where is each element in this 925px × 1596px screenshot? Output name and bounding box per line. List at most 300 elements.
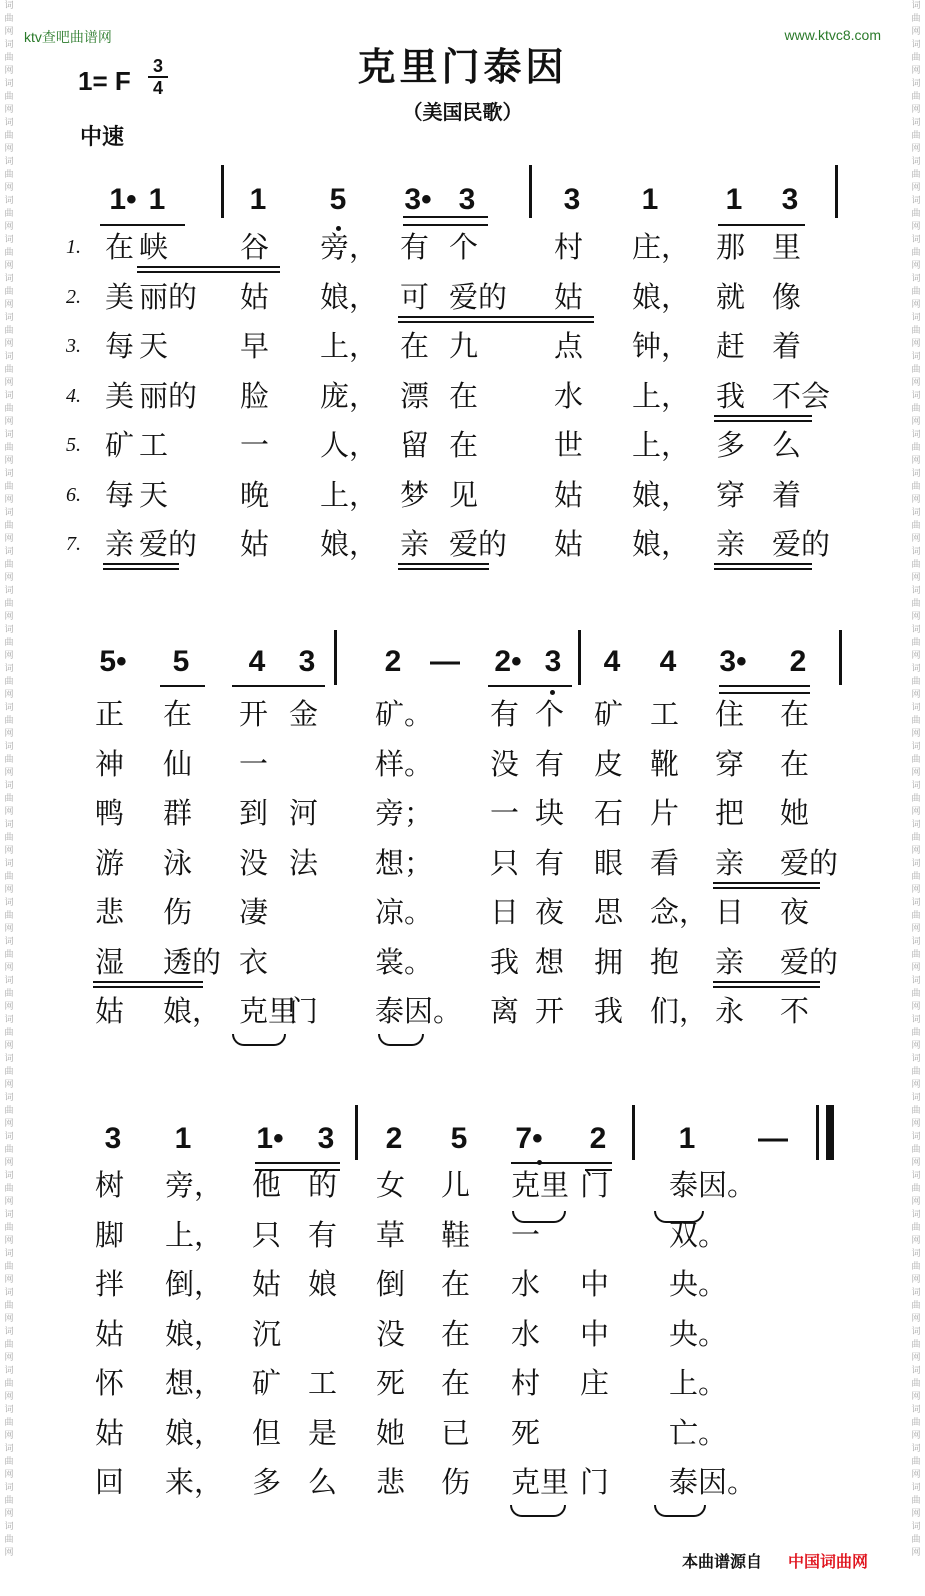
lyric-syllable: 把 [715, 796, 745, 830]
lyric-underline [714, 563, 812, 565]
lyric-underline [714, 568, 812, 570]
lyric-syllable: 庞， [320, 378, 379, 413]
lyric-syllable: 矿。 [375, 697, 434, 731]
lyric-syllable: 梦 [400, 477, 430, 512]
barline [221, 165, 224, 218]
lyric-syllable: 在 [449, 428, 479, 462]
slur [510, 1505, 566, 1517]
lyric-syllable: 中 [580, 1316, 610, 1351]
lyric-syllable: 亲 [716, 527, 746, 561]
slur [654, 1505, 706, 1517]
lyric-syllable: 皮 [594, 746, 624, 781]
lyric-syllable: 每 [105, 329, 135, 363]
jianpu-note: 2 [384, 645, 402, 678]
lyric-syllable: 的 [308, 1168, 338, 1202]
lyric-syllable: 永 [715, 994, 745, 1028]
lyric-syllable: 有 [535, 746, 565, 781]
lyric-syllable: 就 [716, 279, 746, 314]
jianpu-note: 1 [249, 183, 267, 216]
lyric-syllable: 丽的 [139, 378, 198, 413]
lyric-syllable: 旁， [165, 1168, 224, 1202]
lyric-syllable: 死 [511, 1415, 541, 1450]
barline [578, 630, 581, 685]
lyric-syllable: 亡。 [669, 1415, 728, 1450]
lyric-syllable: 美 [105, 279, 135, 314]
lyric-syllable: 娘， [165, 1316, 224, 1351]
lyric-syllable: 娘， [632, 279, 691, 314]
jianpu-note: 4 [248, 645, 266, 678]
lyric-syllable: 亲 [400, 527, 430, 561]
lyric-syllable: 克里 [511, 1168, 570, 1202]
lyric-syllable: 怀 [95, 1366, 125, 1400]
lyric-syllable: 穿 [716, 477, 746, 512]
rhythm-underline [719, 685, 810, 687]
slur [232, 1034, 286, 1046]
octave-dot [550, 690, 555, 695]
site-logo-left[interactable]: ktv查吧曲谱网 [24, 29, 112, 45]
lyric-syllable: 伤 [441, 1465, 471, 1499]
verse-number: 1. [66, 236, 81, 258]
lyric-syllable: 到 [239, 796, 269, 830]
lyric-syllable: 工 [650, 697, 680, 731]
lyric-syllable: 穿 [715, 746, 745, 781]
lyric-syllable: 日 [715, 895, 745, 929]
jianpu-note: 5• [99, 645, 127, 678]
lyric-syllable: 娘， [165, 1415, 224, 1450]
lyric-syllable: 世 [554, 428, 584, 462]
lyric-syllable: 脚 [95, 1217, 125, 1252]
lyric-underline [137, 271, 280, 273]
lyric-syllable: 中 [580, 1267, 610, 1301]
lyric-syllable: 有 [535, 845, 565, 880]
lyric-syllable: 没 [490, 746, 520, 781]
time-signature-top: 3 [152, 56, 163, 76]
lyric-underline [137, 266, 280, 268]
slur [512, 1211, 566, 1223]
lyric-syllable: 矿 [105, 428, 135, 462]
lyric-syllable: 水 [511, 1267, 541, 1301]
lyric-syllable: 着 [772, 477, 802, 512]
lyric-syllable: 娘， [320, 527, 379, 561]
lyric-syllable: 眼 [594, 845, 624, 880]
lyric-syllable: 爱的 [772, 527, 831, 561]
lyric-syllable: 我 [594, 994, 624, 1028]
lyric-syllable: 工 [308, 1366, 338, 1400]
lyric-syllable: 在 [441, 1316, 471, 1351]
lyric-syllable: 丽的 [139, 279, 198, 314]
lyric-syllable: 谷 [240, 230, 270, 264]
source-site[interactable]: 中国词曲网 [788, 1552, 869, 1571]
lyric-syllable: 娘， [632, 477, 691, 512]
lyric-syllable: 旁， [320, 230, 379, 264]
jianpu-note: 3 [544, 645, 562, 678]
lyric-syllable: 拌 [95, 1267, 125, 1301]
lyric-syllable: 只 [252, 1217, 282, 1252]
time-signature-bottom: 4 [152, 78, 163, 98]
lyric-syllable: 在 [163, 697, 193, 731]
rhythm-underline [718, 224, 805, 226]
song-title: 克里门泰因 [357, 44, 568, 89]
lyric-underline [714, 415, 812, 417]
lyric-syllable: 爱的 [449, 279, 508, 314]
jianpu-note: 1• [256, 1122, 284, 1155]
lyric-syllable: 央。 [669, 1316, 728, 1351]
lyric-syllable: 里 [772, 230, 802, 264]
lyric-syllable: 凄 [239, 895, 269, 929]
lyric-syllable: 一 [239, 746, 269, 781]
verse-number: 5. [66, 434, 81, 456]
jianpu-note: — [758, 1122, 788, 1155]
rhythm-underline [255, 1162, 340, 1164]
lyric-syllable: 河 [289, 796, 319, 830]
key-signature: 1= F [78, 66, 131, 96]
lyric-underline [103, 568, 179, 570]
barline [355, 1105, 358, 1160]
lyric-syllable: 漂 [400, 378, 430, 413]
slur [654, 1211, 704, 1223]
lyric-syllable: 赶 [716, 329, 746, 363]
lyric-syllable: 正 [95, 697, 125, 731]
rhythm-underline [488, 685, 572, 687]
site-url-right[interactable]: www.ktvc8.com [784, 27, 881, 43]
lyric-syllable: 姑 [554, 279, 584, 314]
lyric-syllable: 没 [239, 845, 269, 880]
lyric-underline [103, 563, 179, 565]
lyric-syllable: 工 [139, 428, 169, 462]
rhythm-underline [403, 224, 488, 226]
lyric-syllable: 姑 [554, 527, 584, 561]
jianpu-note: 3 [104, 1122, 122, 1155]
lyric-syllable: 抱 [650, 944, 680, 979]
lyric-syllable: 娘， [320, 279, 379, 314]
lyric-syllable: 娘， [632, 527, 691, 561]
verse-number: 6. [66, 483, 81, 506]
tempo-marking: 中速 [80, 125, 125, 150]
jianpu-note: 5 [172, 645, 190, 678]
lyric-syllable: 法 [289, 845, 319, 880]
lyric-syllable: 有 [400, 230, 430, 264]
lyric-syllable: 死 [376, 1366, 406, 1400]
lyric-syllable: 着 [772, 329, 802, 363]
lyric-syllable: 靴 [650, 746, 680, 781]
lyric-syllable: 不会 [772, 378, 831, 413]
lyric-syllable: 树 [95, 1168, 125, 1202]
lyric-syllable: 日 [490, 895, 520, 929]
verse-number: 3. [66, 335, 81, 357]
lyric-syllable: 裳。 [375, 944, 434, 979]
lyric-syllable: 住 [715, 697, 745, 731]
barline [529, 165, 532, 218]
lyric-syllable: 天 [139, 477, 169, 512]
time-signature [148, 57, 168, 97]
jianpu-note: 3• [404, 183, 432, 216]
lyric-syllable: 早 [240, 329, 270, 363]
lyric-syllable: 旁； [375, 796, 434, 830]
barline [835, 165, 838, 218]
lyric-syllable: 留 [400, 428, 430, 462]
lyric-syllable: 悲 [376, 1465, 406, 1499]
lyric-syllable: 上， [165, 1217, 224, 1252]
lyric-syllable: 见 [449, 477, 479, 512]
lyric-syllable: 克里 [239, 994, 298, 1028]
jianpu-note: — [430, 645, 460, 678]
lyric-syllable: 水 [554, 378, 584, 413]
lyric-syllable: 衣 [239, 944, 269, 979]
lyric-syllable: 来， [165, 1465, 224, 1499]
lyric-syllable: 在 [449, 378, 479, 413]
lyric-syllable: 亲 [715, 944, 745, 979]
lyric-syllable: 泳 [163, 845, 193, 880]
lyric-syllable: 儿 [441, 1168, 471, 1202]
lyric-syllable: 鞋 [441, 1217, 471, 1252]
jianpu-note: 1 [678, 1122, 696, 1155]
lyric-syllable: 娘 [308, 1267, 338, 1301]
lyric-syllable: 湿 [95, 944, 125, 979]
jianpu-note: 1• [109, 183, 137, 216]
jianpu-note: 2• [494, 645, 522, 678]
lyric-syllable: 拥 [594, 944, 624, 979]
lyric-syllable: 在 [441, 1267, 471, 1301]
jianpu-note: 4 [659, 645, 677, 678]
lyric-syllable: 夜 [535, 895, 565, 929]
lyric-syllable: 上， [632, 378, 691, 413]
jianpu-note: 3 [317, 1122, 335, 1155]
lyric-syllable: 亲 [105, 527, 135, 561]
lyric-syllable: 那 [716, 230, 746, 264]
jianpu-note: 2 [789, 645, 807, 678]
lyric-syllable: 姑 [240, 279, 270, 314]
lyric-syllable: 水 [511, 1316, 541, 1351]
rhythm-underline [232, 685, 325, 687]
lyric-syllable: 美 [105, 378, 135, 413]
lyric-syllable: 么 [308, 1465, 338, 1499]
lyric-syllable: 庄， [632, 230, 691, 264]
lyric-syllable: 姑 [95, 1415, 125, 1450]
lyric-syllable: 有 [490, 697, 520, 731]
lyric-underline [713, 882, 820, 884]
lyric-syllable: 悲 [95, 895, 125, 929]
watermark-right: 词曲网词曲网词曲网词曲网词曲网词曲网词曲网词曲网词曲网词曲网词曲网词曲网词曲网词曲网词曲网词曲网词曲网词曲网词曲网词曲网词曲网词曲网词曲网词曲网词曲网词曲网词曲网词曲网词曲网词曲网词曲网词曲网词曲网词曲网词曲网词曲网词曲网词曲网词曲网词曲网 [911, 1, 921, 1558]
lyric-underline [713, 887, 820, 889]
lyric-syllable: 们， [650, 994, 709, 1028]
barline [632, 1105, 635, 1160]
lyric-syllable: 像 [772, 279, 802, 314]
lyric-syllable: 天 [139, 329, 169, 363]
lyric-syllable: 峡 [139, 230, 169, 264]
lyric-syllable: 在 [105, 230, 135, 264]
song-subtitle: （美国民歌） [402, 100, 523, 124]
lyric-syllable: 央。 [669, 1267, 728, 1301]
jianpu-note: 2 [589, 1122, 607, 1155]
lyric-syllable: 矿 [594, 697, 624, 731]
watermark-left: 词曲网词曲网词曲网词曲网词曲网词曲网词曲网词曲网词曲网词曲网词曲网词曲网词曲网词曲网词曲网词曲网词曲网词曲网词曲网词曲网词曲网词曲网词曲网词曲网词曲网词曲网词曲网词曲网词曲网词曲网词曲网词曲网词曲网词曲网词曲网词曲网词曲网词曲网词曲网词曲网 [4, 1, 14, 1558]
lyric-syllable: 片 [650, 796, 680, 830]
jianpu-note: 5 [329, 183, 347, 216]
lyric-syllable: 姑 [252, 1267, 282, 1301]
lyric-syllable: 个 [535, 697, 565, 731]
lyric-underline [93, 986, 203, 988]
final-barline-thick [826, 1105, 834, 1160]
lyric-underline [398, 316, 594, 318]
lyric-syllable: 神 [95, 746, 125, 781]
source-label: 本曲谱源自 [682, 1552, 763, 1571]
lyric-syllable: 双。 [669, 1217, 728, 1252]
lyric-underline [713, 981, 820, 983]
lyric-syllable: 我 [716, 378, 746, 413]
lyric-syllable: 上。 [669, 1366, 728, 1400]
lyric-underline [398, 568, 489, 570]
lyric-syllable: 想， [165, 1366, 224, 1400]
jianpu-note: 3• [719, 645, 747, 678]
jianpu-note: 3 [298, 645, 316, 678]
lyric-syllable: 姑 [554, 477, 584, 512]
lyric-syllable: 夜 [780, 895, 810, 929]
lyric-underline [714, 420, 812, 422]
lyric-syllable: 上， [320, 329, 379, 363]
final-barline-thin [816, 1105, 819, 1160]
lyric-syllable: 石 [594, 796, 624, 830]
rhythm-underline [100, 224, 185, 226]
lyric-syllable: 克里 [511, 1465, 570, 1499]
lyric-syllable: 上， [320, 477, 379, 512]
rhythm-underline [719, 692, 810, 694]
barline [334, 630, 337, 685]
lyric-syllable: 亲 [715, 845, 745, 880]
lyric-syllable: 姑 [240, 527, 270, 561]
lyric-syllable: 上， [632, 428, 691, 462]
lyric-syllable: 爱的 [449, 527, 508, 561]
lyric-syllable: 一 [511, 1217, 541, 1252]
lyric-underline [93, 981, 203, 983]
lyric-syllable: 鸭 [95, 796, 125, 830]
lyric-syllable: 在 [400, 329, 430, 363]
lyric-syllable: 门 [289, 994, 319, 1028]
lyric-syllable: 没 [376, 1316, 406, 1351]
lyric-syllable: 娘， [163, 994, 222, 1028]
jianpu-note: 3 [458, 183, 476, 216]
lyric-syllable: 钟， [632, 329, 691, 363]
verse-number: 4. [66, 384, 81, 407]
lyric-syllable: 每 [105, 477, 135, 512]
lyric-syllable: 姑 [95, 994, 125, 1028]
lyric-syllable: 她 [780, 796, 810, 830]
lyric-syllable: 离 [490, 994, 520, 1028]
lyric-syllable: 泰因。 [669, 1168, 757, 1202]
lyric-syllable: 一 [490, 796, 520, 830]
jianpu-note: 5 [450, 1122, 468, 1155]
octave-dot [537, 1160, 542, 1165]
jianpu-note: 1 [174, 1122, 192, 1155]
lyric-underline [398, 563, 489, 565]
lyric-syllable: 矿 [252, 1366, 282, 1400]
lyric-syllable: 么 [772, 428, 802, 462]
lyric-underline [713, 986, 820, 988]
lyric-syllable: 个 [449, 230, 479, 264]
lyric-syllable: 开 [535, 994, 565, 1028]
lyric-syllable: 人， [320, 428, 379, 462]
lyric-syllable: 开 [239, 697, 269, 731]
lyric-syllable: 草 [376, 1217, 406, 1252]
lyric-syllable: 回 [95, 1465, 125, 1499]
lyric-syllable: 爱的 [139, 527, 198, 561]
lyric-syllable: 想 [535, 944, 565, 979]
rhythm-underline [511, 1162, 612, 1164]
lyric-syllable: 爱的 [780, 845, 839, 880]
lyric-syllable: 点 [554, 329, 584, 363]
lyric-syllable: 庄 [580, 1366, 610, 1400]
lyric-syllable: 群 [163, 796, 193, 830]
lyric-underline [398, 321, 594, 323]
lyric-syllable: 他 [252, 1168, 282, 1202]
jianpu-note: 1 [641, 183, 659, 216]
lyric-syllable: 块 [535, 796, 565, 830]
lyric-syllable: 倒 [376, 1267, 406, 1301]
lyric-syllable: 已 [441, 1415, 471, 1450]
lyric-syllable: 泰因。 [375, 994, 463, 1028]
barline [839, 630, 842, 685]
lyric-syllable: 在 [780, 697, 810, 731]
lyric-syllable: 是 [308, 1415, 338, 1450]
lyric-syllable: 村 [554, 230, 584, 264]
lyric-syllable: 但 [252, 1415, 282, 1450]
lyric-syllable: 思 [594, 895, 624, 929]
lyric-syllable: 沉 [252, 1316, 282, 1351]
lyric-syllable: 念， [650, 895, 709, 929]
lyric-syllable: 游 [95, 845, 125, 880]
lyric-syllable: 爱的 [780, 944, 839, 979]
lyric-syllable: 凉。 [375, 895, 434, 929]
lyric-syllable: 不 [780, 994, 810, 1028]
jianpu-note: 2 [385, 1122, 403, 1155]
lyric-syllable: 门 [580, 1465, 610, 1499]
jianpu-note: 7• [515, 1122, 543, 1155]
lyric-syllable: 我 [490, 944, 520, 979]
lyric-syllable: 女 [376, 1168, 406, 1202]
lyric-syllable: 倒， [165, 1267, 224, 1301]
verse-number: 2. [66, 285, 81, 308]
jianpu-note: 4 [603, 645, 621, 678]
lyric-syllable: 只 [490, 845, 520, 880]
jianpu-note: 3 [563, 183, 581, 216]
lyric-syllable: 可 [400, 279, 430, 314]
lyric-syllable: 伤 [163, 895, 193, 929]
jianpu-note: 3 [781, 183, 799, 216]
jianpu-note: 1 [148, 183, 166, 216]
lyric-syllable: 透的 [163, 944, 222, 979]
rhythm-underline [160, 685, 205, 687]
lyric-syllable: 在 [441, 1366, 471, 1400]
lyric-syllable: 村 [511, 1366, 541, 1400]
lyric-syllable: 一 [240, 428, 270, 462]
slur [378, 1034, 424, 1046]
lyric-syllable: 她 [376, 1415, 406, 1450]
lyric-syllable: 多 [252, 1465, 282, 1499]
jianpu-note: 1 [725, 183, 743, 216]
lyric-syllable: 有 [308, 1217, 338, 1252]
verse-number: 7. [66, 533, 81, 555]
lyric-syllable: 在 [780, 746, 810, 781]
lyric-syllable: 晚 [240, 477, 270, 512]
lyric-syllable: 仙 [163, 746, 193, 781]
lyric-syllable: 样。 [375, 746, 434, 781]
lyric-syllable: 看 [650, 845, 680, 880]
lyric-syllable: 门 [580, 1168, 610, 1202]
rhythm-underline [403, 216, 488, 218]
lyric-syllable: 脸 [240, 378, 270, 413]
lyric-syllable: 泰因。 [669, 1465, 757, 1499]
lyric-syllable: 多 [716, 428, 746, 462]
lyric-syllable: 姑 [95, 1316, 125, 1351]
